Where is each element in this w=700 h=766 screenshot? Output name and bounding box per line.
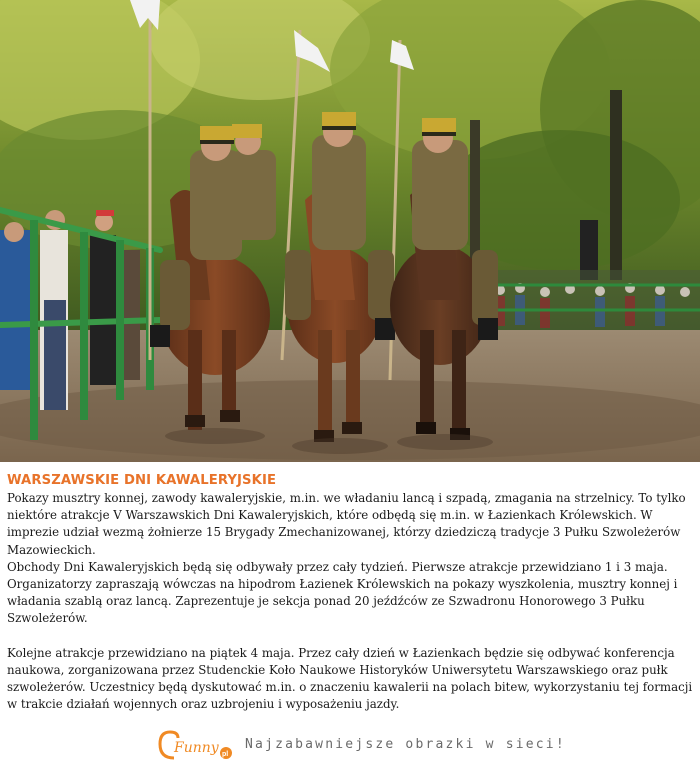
footer-tagline: Najzabawniejsze obrazki w sieci!	[245, 737, 566, 752]
article-headline: WARSZAWSKIE DNI KAWALERYJSKIE	[7, 473, 277, 488]
logo-text: Funny	[174, 740, 219, 756]
logo-suffix: pl	[222, 751, 229, 758]
article-paragraph: Obchody Dni Kawaleryjskich będą się odbywały przez cały tydzień. Pierwsze atrakcje przewidziano 1 i 3 maja. Organizatorzy zapraszają wówczas na hipodrom Łazienek Królewskich na pokazy wyszkolenia, musztry konnej i władania szablą oraz lancą. Zaprezentuje je sekcja ponad 20 jeźdźców ze Szwadronu Honorowego 3 Pułku Szwoleżerów.	[7, 559, 678, 626]
footer	[0, 722, 700, 766]
funny-logo-icon	[156, 726, 234, 764]
funny-pl-logo[interactable]	[156, 726, 234, 764]
paragraph-gap	[7, 628, 693, 645]
article-paragraph: Pokazy musztry konnej, zawody kawaleryjskie, m.in. we władaniu lancą i szpadą, zmagania na strzelnicy. To tylko niektóre atrakcje V Warszawskich Dni Kawaleryjskich, które odbędą się m.in. w Łazienkach Królewskich. W imprezie udział wezmą żołnierze 15 Brygady Zmechanizowanej, którzy dziedziczą tradycje 3 Pułku Szwoleżerów Mazowieckich.	[7, 491, 686, 557]
article	[7, 472, 693, 713]
article-paragraph: Kolejne atrakcje przewidziano na piątek 4 maja. Przez cały dzień w Łazienkach będzie się odbywać konferencja naukowa, zorganizowana przez Studenckie Koło Naukowe Historyków Uniwersytetu Warszawskiego oraz pułk szwoleżerów. Uczestnicy będą dyskutować m.in. o znaczeniu kawalerii na polach bitew, wykorzystaniu tej formacji w trakcie działań wojennych oraz uzbrojeniu i wyposażeniu jazdy.	[7, 645, 693, 712]
